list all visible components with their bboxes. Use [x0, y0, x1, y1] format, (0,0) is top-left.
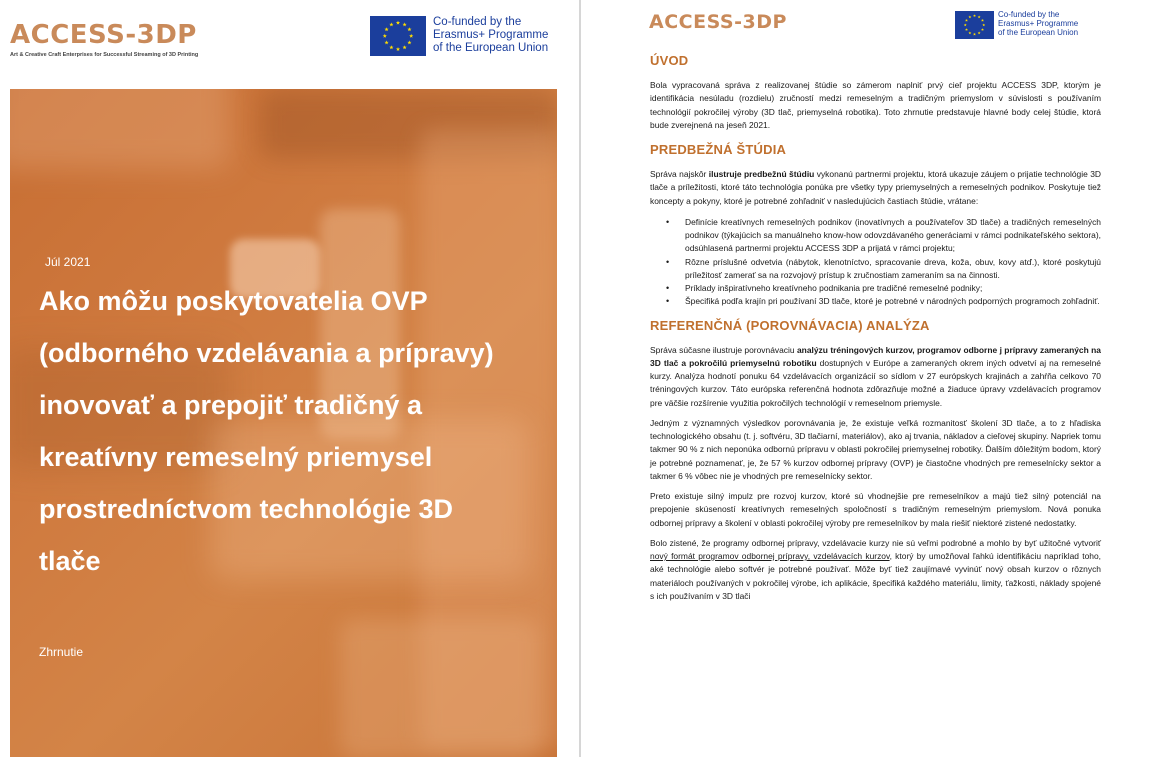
summary-page: [582, 0, 1167, 757]
page-divider: [579, 0, 581, 757]
cover-title: Ako môžu poskytovatelia OVP (odborného vzdelávania a prípravy) inovovať a prepojiť tradičný a kreatívny remeselný priemysel prostredníctvom technológie 3D tlače: [39, 286, 494, 576]
list-item: • Definície kreatívnych remeselných podnikov (inovatívnych a používateľov 3D tlače) a tradičných remeselných podnikov (týkajúcich sa manuálneho know-how odovzdávaného generáciami v rámci podnikateľského sektora), odsúhlasená partnermi projektu ACCESS 3DP a prijatá v rámci projektu;: [650, 216, 1101, 256]
eu-cofunded-badge: [955, 11, 1078, 39]
logo-tagline: Art & Creative Craft Enterprises for Successful Streaming of 3D Printing: [10, 52, 199, 58]
eu-badge-text: [433, 16, 548, 55]
eu-line-2: Erasmus+ Programme: [433, 28, 549, 41]
eu-cofunded-badge: [370, 16, 548, 56]
list-item: • Špecifiká podľa krajín pri používaní 3D tlače, ktoré je potrebné v národných podporných programoch zohľadniť.: [650, 295, 1101, 308]
heading-predbezna-studia: PREDBEŽNÁ ŠTÚDIA: [650, 142, 787, 157]
bullet-list: [650, 216, 1101, 309]
eu-flag-icon: [370, 16, 426, 56]
paragraph-referencna-1: Správa súčasne ilustruje porovnávaciu analýzu tréningových kurzov, programov odborne j prípravy zameraných na 3D tlač a pokročilú priemyselnú robotiku dostupných v Európe a zameraných okrem iných odvetví aj na remeselné kurzy. Analýza hodnotí ponuku 64 vzdelávacích organizácií so sídlom v 27 európskych krajinách a zahŕňa celkovo 70 tréningových kurzov. Táto európska referenčná hodnota zdôrazňuje možné a žiaduce úpravy vzdelávacích programov pre väčšie rozšírenie využitia pokročilých technológií v remeselnom priemysle.: [650, 344, 1101, 408]
cover-date: Júl 2021: [45, 255, 91, 269]
eu-line-1: Co-funded by the: [998, 10, 1060, 19]
eu-line-3: of the European Union: [433, 41, 549, 54]
paragraph-referencna-4: Bolo zistené, že programy odbornej prípravy, vzdelávacie kurzy nie sú veľmi podrobné a mohlo by byť užitočné vytvoriť nový formát programov odbornej prípravy, vzdelávacích kurzov, ktorý by umožňoval ľahkú identifikáciu napríklad toho, aké technológie alebo softvér je potrebné používať. Môže byť tiež zaujímavé vyvinúť nový obsah kurzov o rôznych materiáloch používaných v pokročilej výrobe, ich aplikácie, špecifiká každého materiálu, limity, ťažkosti, náklady spojené s ich používaním v 3D tlači: [650, 537, 1101, 601]
cover-page: [0, 0, 578, 757]
paragraph-referencna-3: Preto existuje silný impulz pre rozvoj kurzov, ktoré sú vhodnejšie pre remeselníkov a majú tiež silný potenciál na prepojenie skúseností kreatívnych remeselných spoločností s tradičným remeselným priemyslom. Nová ponuka odbornej prípravy a školení v oblasti pokročilej výroby pre remeselníkov by mala riešiť niektoré zistené nedostatky.: [650, 491, 1101, 528]
cover-photo-shape: [10, 89, 230, 169]
eu-flag-icon: [955, 11, 994, 39]
paragraph-referencna-2: Jedným z významných výsledkov porovnávania je, že existuje veľká rozmanitosť školení 3D tlače, a to z hľadiska technologického obsahu (t. j. softvéru, 3D tlačiarní, materiálov), ako aj trvania, nákladov a cieľovej skupiny. Napriek tomu takmer 90 % z nich neponúka odbornú prípravu v oblasti pokročilej priemyselnej robotiky. Ďalším dôležitým bodom, ktorý je potrebné poznamenať, je, že 57 % kurzov odbornej prípravy (OVP) je čiastočne vhodných pre remeselnícky sektor a takmer 6 % vôbec nie je vhodných pre remeselnícky sektor.: [650, 417, 1101, 481]
list-item: • Rôzne príslušné odvetvia (nábytok, klenotníctvo, spracovanie dreva, koža, obuv, kovy atď.), ktoré poskytujú príležitosť zamerať sa na rozvojový prístup k zručnostiam zameraním sa na činnosti.: [650, 256, 1101, 283]
heading-referencna-analyza: REFERENČNÁ (POROVNÁVACIA) ANALÝZA: [650, 317, 930, 333]
cover-image: [10, 89, 557, 757]
paragraph-predbezna: Správa najskôr ilustruje predbežnú štúdiu vykonanú partnermi projektu, ktorá ukazuje záujem o prijatie technológie 3D tlače a príležitosti, ktoré táto technológia ponúka pre všetky typy priemyselných a remeselných podnikov. Poskytuje tiež koncepty a pokyny, ktoré je potrebné zohľadniť v nasledujúcich častiach štúdie, vrátane:: [650, 169, 1102, 206]
cover-photo-shape: [340, 619, 540, 757]
eu-line-1: Co-funded by the: [433, 16, 522, 28]
eu-badge-text: [998, 11, 1078, 38]
cover-subtitle: Zhrnutie: [39, 645, 84, 659]
heading-uvod: ÚVOD: [650, 53, 689, 68]
eu-line-3: of the European Union: [998, 27, 1079, 37]
paragraph-uvod: Bola vypracovaná správa z realizovanej štúdie so zámerom naplniť prvý cieľ projektu ACCESS 3DP, ktorým je identifikácia nesúladu (rozdielu) zručností medzi remeselným a tradičným priemyslom v súvislosti s používaním technológií pokročilej výroby (3D tlač, priemyselná robotika). Toto zhrnutie predstavuje hlavné body celej štúdie, ktorá bude zverejnená na jeseň 2021.: [650, 80, 1101, 130]
access-3dp-logo: ACCESS-3DP: [649, 11, 787, 33]
list-item: • Príklady inšpiratívneho kreatívneho podnikania pre tradičné remeselné podniky;: [650, 282, 1101, 295]
eu-line-2: Erasmus+ Programme: [998, 18, 1079, 28]
summary-text: [650, 52, 1101, 603]
access-3dp-logo: ACCESS-3DP: [10, 20, 197, 50]
